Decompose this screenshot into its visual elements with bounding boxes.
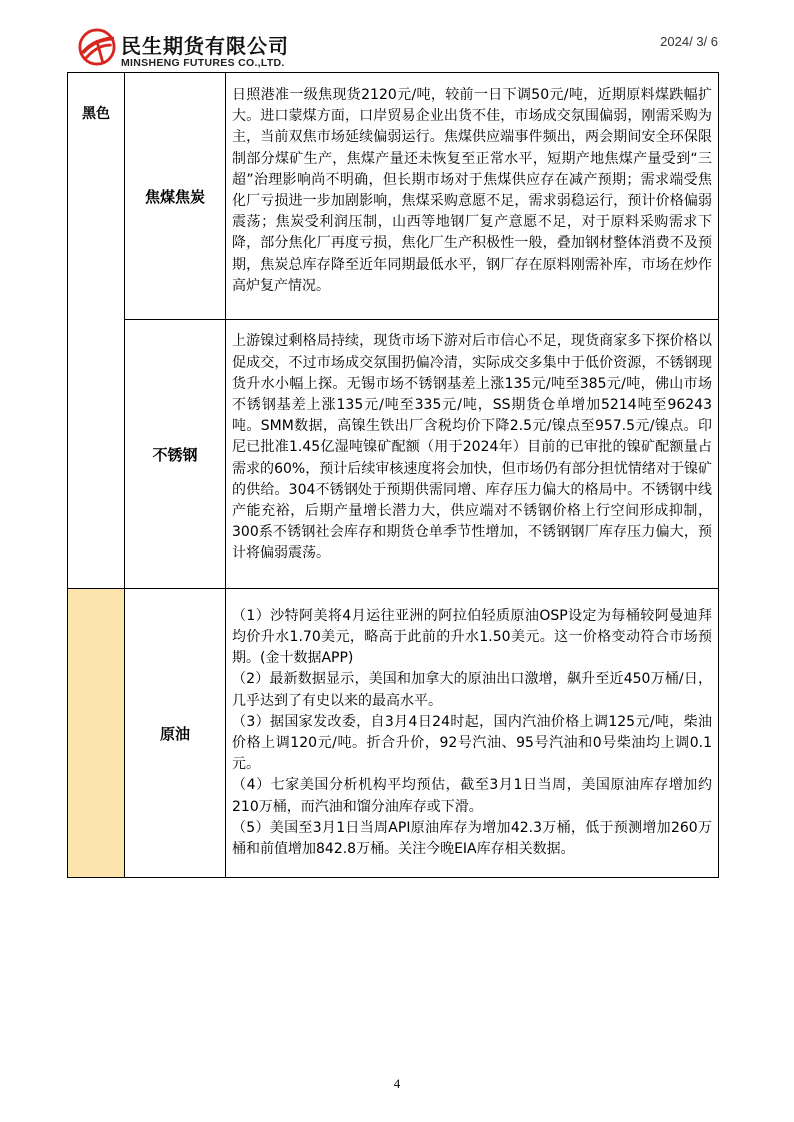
commodity-table	[67, 72, 719, 878]
company-name-cn: 民生期货有限公司	[121, 34, 289, 58]
oil-paragraph: （4）七家美国分析机构平均预估，截至3月1日当周，美国原油库存增加约210万桶，而汽油和馏分油库存或下滑。	[232, 777, 712, 815]
table-row-oil	[68, 589, 719, 878]
sector-label-black: 黑色	[82, 106, 110, 122]
table-row-steel	[68, 320, 719, 589]
page-number: 4	[393, 1076, 401, 1091]
report-date: 2024/ 3/ 6	[660, 34, 718, 49]
commodity-content-oil	[226, 589, 719, 878]
sector-label-energy	[68, 589, 124, 619]
minsheng-logo-icon	[78, 28, 116, 66]
coal-analysis-text: 日照港准一级焦现货2120元/吨，较前一日下调50元/吨，近期原料煤跌幅扩大。进口蒙煤方面，口岸贸易企业出货不佳，市场成交氛围偏弱，刚需采购为主，当前双焦市场延续偏弱运行。焦煤供应端事件频出，两会期间安全环保限制部分煤矿生产，焦煤产量还未恢复至正常水平，短期产地焦煤产量受到“三超”治理影响尚不明确，但长期市场对于焦煤供应存在减产预期；需求端受焦化厂亏损进一步加剧影响，焦煤采购意愿不足，需求弱稳运行，预计价格偏弱震荡；焦炭受利润压制，山西等地钢厂复产意愿不足，对于原料采购需求下降，部分焦化厂再度亏损，焦化厂生产积极性一般，叠加钢材整体消费不及预期，焦炭总库存降至近年同期最低水平，钢厂存在原料刚需补库，市场在炒作高炉复产情况。	[232, 86, 712, 294]
sector-cell-energy	[68, 589, 125, 878]
table-row-coal	[68, 73, 719, 320]
oil-paragraph: （5）美国至3月1日当周API原油库存为增加42.3万桶，低于预测增加260万桶和前值增加842.8万桶。关注今晚EIA库存相关数据。	[232, 819, 712, 858]
company-name-en: MINSHENG FUTURES CO.,LTD.	[121, 57, 285, 69]
steel-analysis-text: 上游镍过剩格局持续，现货市场下游对后市信心不足，现货商家多下探价格以促成交，不过市场成交氛围扔偏冷清，实际成交多集中于低价资源，不锈钢现货升水小幅上探。无锡市场不锈钢基差上涨135元/吨至385元/吨，佛山市场不锈钢基差上涨135元/吨至335元/吨，SS期货仓单增加5214吨至96243吨。SMM数据，高镍生铁出厂含税均价下降2.5元/镍点至957.5元/镍点。印尼已批准1.45亿湿吨镍矿配额（用于2024年）目前的已审批的镍矿配额量占需求的60%，预计后续审核速度将会加快，但市场仍有部分担忧情绪对于镍矿的供给。304不锈钢处于预期供需同增、库存压力偏大的格局中。不锈钢中线产能充裕，后期产量增长潜力大，供应端对不锈钢价格上行空间形成抑制，300系不锈钢社会库存和期货仓单季节性增加，不锈钢钢厂库存压力偏大，预计将偏弱震荡。	[232, 333, 712, 562]
commodity-name-oil: 原油	[125, 589, 226, 878]
sector-cell-black	[68, 73, 125, 589]
commodity-content-steel	[226, 320, 719, 589]
oil-paragraph: （1）沙特阿美将4月运往亚洲的阿拉伯轻质原油OSP设定为每桶较阿曼迪拜均价升水1.70美元，略高于此前的升水1.50美元。这一价格变动符合市场预期。(金十数据APP)	[232, 607, 712, 667]
oil-paragraph: （2）最新数据显示，美国和加拿大的原油出口激增，飙升至近450万桶/日，几乎达到了有史以来的最高水平。	[232, 671, 712, 709]
commodity-name-steel: 不锈钢	[125, 320, 226, 589]
page-header	[0, 0, 794, 72]
oil-paragraph: （3）据国家发改委，自3月4日24时起，国内汽油价格上调125元/吨，柴油价格上调120元/吨。折合升价，92号汽油、95号汽油和0号柴油均上调0.1元。	[232, 713, 712, 773]
commodity-name-coal: 焦煤焦炭	[125, 73, 226, 320]
commodity-content-coal	[226, 73, 719, 320]
